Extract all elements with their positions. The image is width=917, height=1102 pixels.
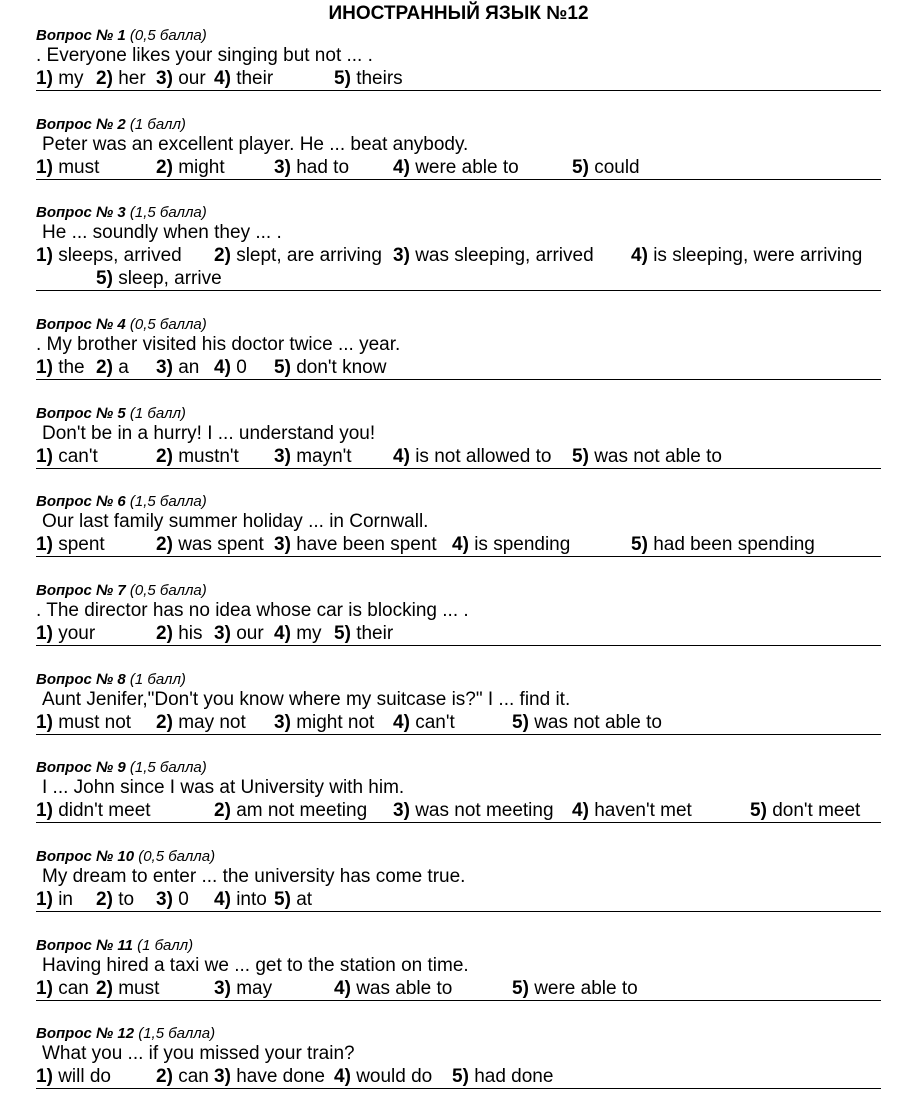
answer-option[interactable] xyxy=(36,156,99,179)
answer-option[interactable] xyxy=(274,711,374,734)
option-text: didn't meet xyxy=(58,800,151,821)
question-points: (1 балл) xyxy=(129,405,186,422)
question-label: Вопрос № 11 xyxy=(36,937,133,954)
option-number: 3) xyxy=(156,357,173,378)
answer-option[interactable] xyxy=(156,445,239,468)
question-block xyxy=(36,670,881,735)
option-text: 0 xyxy=(178,889,189,910)
option-number: 2) xyxy=(96,978,113,999)
answer-option[interactable] xyxy=(36,711,131,734)
option-number: 2) xyxy=(156,1066,173,1087)
option-text: were able to xyxy=(415,157,519,178)
option-number: 3) xyxy=(393,800,410,821)
answer-option[interactable] xyxy=(452,533,570,556)
answer-option[interactable] xyxy=(156,622,202,645)
option-number: 2) xyxy=(156,623,173,644)
question-block xyxy=(36,1024,881,1089)
question-label: Вопрос № 1 xyxy=(36,27,126,44)
question-block xyxy=(36,492,881,557)
option-text: was not able to xyxy=(594,446,722,467)
question-header xyxy=(36,492,881,511)
option-number: 1) xyxy=(36,157,53,178)
answer-option[interactable] xyxy=(36,977,89,1000)
answer-option[interactable] xyxy=(156,711,246,734)
question-header xyxy=(36,115,881,134)
question-text: Aunt Jenifer,"Don't you know where my suitcase is?" I ... find it. xyxy=(42,689,571,710)
answer-option[interactable] xyxy=(274,622,322,645)
option-text: might not xyxy=(296,712,375,733)
question-header xyxy=(36,670,881,689)
option-text: have done xyxy=(236,1066,325,1087)
question-text: . The director has no idea whose car is blocking ... . xyxy=(36,600,469,621)
option-text: our xyxy=(236,623,264,644)
option-text: had to xyxy=(296,157,350,178)
option-text: your xyxy=(58,623,96,644)
question-text: Don't be in a hurry! I ... understand you! xyxy=(42,423,376,444)
option-number: 2) xyxy=(214,800,231,821)
answer-option[interactable] xyxy=(512,711,662,734)
answer-option[interactable] xyxy=(274,445,352,468)
answer-options xyxy=(36,888,881,912)
option-number: 5) xyxy=(512,978,529,999)
option-number: 3) xyxy=(393,245,410,266)
question-points: (1 балл) xyxy=(129,116,186,133)
answer-option[interactable] xyxy=(393,244,594,267)
question-text: Peter was an excellent player. He ... beat anybody. xyxy=(42,134,469,155)
answer-option[interactable] xyxy=(214,888,267,911)
answer-option[interactable] xyxy=(274,888,312,911)
option-number: 1) xyxy=(36,534,53,555)
question-points: (1,5 балла) xyxy=(129,204,207,221)
option-text: sleeps, arrived xyxy=(58,245,182,266)
answer-option[interactable] xyxy=(36,533,105,556)
answer-option[interactable] xyxy=(214,977,272,1000)
option-number: 2) xyxy=(96,68,113,89)
option-text: my xyxy=(296,623,322,644)
answer-option[interactable] xyxy=(214,1065,325,1088)
question-header xyxy=(36,404,881,423)
option-number: 5) xyxy=(274,889,291,910)
option-number: 2) xyxy=(156,534,173,555)
answer-option[interactable] xyxy=(214,244,382,267)
answer-option[interactable] xyxy=(36,799,151,822)
answer-options xyxy=(36,799,881,823)
question-text: What you ... if you missed your train? xyxy=(42,1043,355,1064)
question-text: . Everyone likes your singing but not ... . xyxy=(36,45,373,66)
answer-options xyxy=(36,445,881,469)
question-text: He ... soundly when they ... . xyxy=(42,222,282,243)
question-points: (1,5 балла) xyxy=(129,759,207,776)
option-number: 3) xyxy=(274,446,291,467)
question-header xyxy=(36,26,881,45)
answer-option[interactable] xyxy=(96,888,134,911)
option-number: 1) xyxy=(36,800,53,821)
option-number: 1) xyxy=(36,1066,53,1087)
answer-option[interactable] xyxy=(334,67,403,90)
answer-options xyxy=(36,67,881,91)
option-number: 1) xyxy=(36,357,53,378)
answer-option[interactable] xyxy=(274,156,349,179)
option-number: 5) xyxy=(334,68,351,89)
option-text: were able to xyxy=(534,978,638,999)
question-points: (0,5 балла) xyxy=(129,316,207,333)
question-points: (0,5 балла) xyxy=(129,582,207,599)
option-number: 3) xyxy=(274,157,291,178)
option-text: haven't met xyxy=(594,800,692,821)
option-number: 1) xyxy=(36,978,53,999)
answer-option[interactable] xyxy=(156,156,225,179)
answer-option[interactable] xyxy=(156,888,189,911)
option-text: don't meet xyxy=(772,800,861,821)
option-number: 5) xyxy=(572,157,589,178)
question-block xyxy=(36,758,881,823)
answer-option[interactable] xyxy=(393,799,554,822)
option-text: will do xyxy=(58,1066,111,1087)
option-number: 1) xyxy=(36,446,53,467)
answer-option[interactable] xyxy=(572,156,640,179)
option-text: his xyxy=(178,623,203,644)
answer-options xyxy=(36,533,881,557)
option-number: 5) xyxy=(334,623,351,644)
option-text: my xyxy=(58,68,84,89)
option-text: an xyxy=(178,357,200,378)
option-number: 4) xyxy=(214,889,231,910)
answer-option[interactable] xyxy=(631,244,862,267)
option-text: can xyxy=(178,1066,209,1087)
option-number: 5) xyxy=(274,357,291,378)
answer-option[interactable] xyxy=(572,799,692,822)
question-text: . My brother visited his doctor twice ... year. xyxy=(36,334,401,355)
question-block xyxy=(36,581,881,646)
option-text: their xyxy=(236,68,274,89)
option-text: our xyxy=(178,68,206,89)
option-text: sleep, arrive xyxy=(118,268,222,289)
answer-option[interactable] xyxy=(96,356,129,379)
option-text: had done xyxy=(474,1066,554,1087)
option-text: was not able to xyxy=(534,712,662,733)
answer-option[interactable] xyxy=(36,1065,111,1088)
option-text: 0 xyxy=(236,357,247,378)
option-number: 1) xyxy=(36,623,53,644)
option-text: could xyxy=(594,157,640,178)
question-label: Вопрос № 9 xyxy=(36,759,126,776)
option-text: her xyxy=(118,68,146,89)
option-number: 2) xyxy=(156,446,173,467)
answer-option[interactable] xyxy=(156,1065,209,1088)
answer-option[interactable] xyxy=(393,156,519,179)
question-label: Вопрос № 12 xyxy=(36,1025,135,1042)
answer-option[interactable] xyxy=(334,622,393,645)
option-text: would do xyxy=(356,1066,433,1087)
answer-option[interactable] xyxy=(631,533,815,556)
option-text: is not allowed to xyxy=(415,446,552,467)
option-text: was able to xyxy=(356,978,453,999)
question-text: My dream to enter ... the university has come true. xyxy=(42,866,466,887)
question-text: Our last family summer holiday ... in Cornwall. xyxy=(42,511,429,532)
answer-option[interactable] xyxy=(96,977,159,1000)
option-text: may not xyxy=(178,712,246,733)
option-text: was not meeting xyxy=(415,800,554,821)
option-text: must xyxy=(58,157,100,178)
answer-option[interactable] xyxy=(274,533,437,556)
question-text: Having hired a taxi we ... get to the station on time. xyxy=(42,955,469,976)
option-text: at xyxy=(296,889,313,910)
answer-options xyxy=(36,156,881,180)
option-number: 1) xyxy=(36,245,53,266)
answer-option[interactable] xyxy=(750,799,860,822)
option-text: a xyxy=(118,357,129,378)
option-number: 2) xyxy=(156,712,173,733)
answer-options xyxy=(36,356,881,380)
answer-option[interactable] xyxy=(452,1065,553,1088)
option-number: 1) xyxy=(36,889,53,910)
option-number: 2) xyxy=(156,157,173,178)
question-header xyxy=(36,847,881,866)
answer-option[interactable] xyxy=(393,445,551,468)
answer-option[interactable] xyxy=(36,445,98,468)
option-number: 3) xyxy=(214,1066,231,1087)
answer-option[interactable] xyxy=(36,356,85,379)
question-label: Вопрос № 3 xyxy=(36,204,126,221)
answer-option[interactable] xyxy=(572,445,722,468)
question-block xyxy=(36,26,881,91)
question-header xyxy=(36,203,881,222)
option-number: 3) xyxy=(156,68,173,89)
option-number: 5) xyxy=(452,1066,469,1087)
option-number: 4) xyxy=(214,68,231,89)
question-points: (1,5 балла) xyxy=(138,1025,216,1042)
answer-option[interactable] xyxy=(214,67,273,90)
answer-option[interactable] xyxy=(274,356,386,379)
option-text: their xyxy=(356,623,394,644)
option-text: am not meeting xyxy=(236,800,368,821)
question-label: Вопрос № 5 xyxy=(36,405,126,422)
option-text: might xyxy=(178,157,225,178)
option-text: may xyxy=(236,978,273,999)
option-number: 1) xyxy=(36,68,53,89)
option-text: can't xyxy=(58,446,98,467)
option-number: 4) xyxy=(334,978,351,999)
question-text: I ... John since I was at University with him. xyxy=(42,777,405,798)
answer-option[interactable] xyxy=(96,267,222,290)
option-number: 5) xyxy=(512,712,529,733)
answer-option[interactable] xyxy=(334,1065,432,1088)
question-block xyxy=(36,115,881,180)
question-label: Вопрос № 7 xyxy=(36,582,126,599)
option-number: 5) xyxy=(631,534,648,555)
question-block xyxy=(36,203,881,291)
option-number: 5) xyxy=(572,446,589,467)
question-header xyxy=(36,315,881,334)
question-label: Вопрос № 2 xyxy=(36,116,126,133)
answer-option[interactable] xyxy=(156,356,199,379)
answer-options xyxy=(36,977,881,1001)
answer-option[interactable] xyxy=(156,533,264,556)
question-points: (1 балл) xyxy=(129,671,186,688)
option-number: 3) xyxy=(274,534,291,555)
answer-options xyxy=(36,711,881,735)
question-label: Вопрос № 6 xyxy=(36,493,126,510)
answer-option[interactable] xyxy=(393,711,455,734)
option-text: into xyxy=(236,889,267,910)
answer-options xyxy=(36,622,881,646)
option-text: have been spent xyxy=(296,534,437,555)
answer-option[interactable] xyxy=(334,977,452,1000)
question-points: (1,5 балла) xyxy=(129,493,207,510)
option-text: to xyxy=(118,889,135,910)
question-block xyxy=(36,847,881,912)
option-number: 2) xyxy=(214,245,231,266)
answer-option[interactable] xyxy=(36,622,95,645)
option-number: 4) xyxy=(393,712,410,733)
option-text: don't know xyxy=(296,357,387,378)
option-number: 3) xyxy=(214,978,231,999)
page-title: ИНОСТРАННЫЙ ЯЗЫК №12 xyxy=(328,3,589,24)
question-block xyxy=(36,936,881,1001)
option-number: 4) xyxy=(393,446,410,467)
option-text: can xyxy=(58,978,89,999)
question-block xyxy=(36,315,881,380)
answer-option[interactable] xyxy=(156,67,206,90)
question-header xyxy=(36,758,881,777)
option-number: 2) xyxy=(96,357,113,378)
answer-option[interactable] xyxy=(96,67,146,90)
answer-options xyxy=(36,244,881,291)
question-header xyxy=(36,936,881,955)
option-text: is spending xyxy=(474,534,571,555)
question-points: (0,5 балла) xyxy=(129,27,207,44)
option-number: 4) xyxy=(274,623,291,644)
option-text: had been spending xyxy=(653,534,815,555)
option-number: 4) xyxy=(572,800,589,821)
answer-option[interactable] xyxy=(36,888,73,911)
question-label: Вопрос № 4 xyxy=(36,316,126,333)
option-text: was sleeping, arrived xyxy=(415,245,594,266)
option-text: was spent xyxy=(178,534,264,555)
option-text: can't xyxy=(415,712,455,733)
option-number: 4) xyxy=(334,1066,351,1087)
option-number: 3) xyxy=(274,712,291,733)
option-text: mayn't xyxy=(296,446,352,467)
answer-option[interactable] xyxy=(214,799,367,822)
option-text: spent xyxy=(58,534,105,555)
option-number: 4) xyxy=(631,245,648,266)
option-number: 4) xyxy=(452,534,469,555)
question-label: Вопрос № 10 xyxy=(36,848,135,865)
answer-option[interactable] xyxy=(36,67,84,90)
answer-option[interactable] xyxy=(214,622,264,645)
option-text: slept, are arriving xyxy=(236,245,382,266)
option-text: theirs xyxy=(356,68,403,89)
answer-option[interactable] xyxy=(512,977,638,1000)
option-number: 3) xyxy=(214,623,231,644)
option-number: 5) xyxy=(750,800,767,821)
option-number: 1) xyxy=(36,712,53,733)
question-header xyxy=(36,581,881,600)
option-text: must xyxy=(118,978,160,999)
option-number: 2) xyxy=(96,889,113,910)
option-number: 4) xyxy=(393,157,410,178)
question-points: (0,5 балла) xyxy=(138,848,216,865)
question-label: Вопрос № 8 xyxy=(36,671,126,688)
option-text: mustn't xyxy=(178,446,239,467)
option-text: must not xyxy=(58,712,132,733)
question-points: (1 балл) xyxy=(137,937,194,954)
question-block xyxy=(36,404,881,469)
option-number: 3) xyxy=(156,889,173,910)
option-number: 4) xyxy=(214,357,231,378)
option-text: in xyxy=(58,889,73,910)
option-text: the xyxy=(58,357,85,378)
answer-option[interactable] xyxy=(36,244,182,267)
answer-options xyxy=(36,1065,881,1089)
question-header xyxy=(36,1024,881,1043)
option-text: is sleeping, were arriving xyxy=(653,245,863,266)
option-number: 5) xyxy=(96,268,113,289)
answer-option[interactable] xyxy=(214,356,247,379)
